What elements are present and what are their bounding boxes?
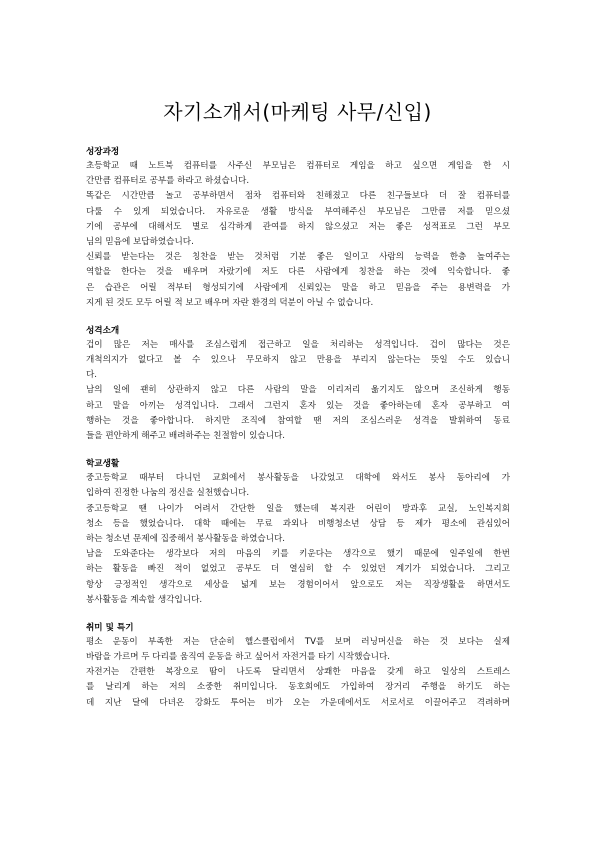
section-heading: 취미 및 특기	[86, 622, 134, 633]
paragraph-line: 데 지난 달에 다녀온 강화도 투어는 비가 오는 가운데에서도 서로서로 이끌어주고 격려하며	[86, 697, 510, 708]
section-heading: 성격소개	[86, 325, 120, 336]
paragraph-line: 항상 긍정적인 생각으로 세상을 넓게 보는 경험이어서 앞으로도 저는 직장생활을 하면서도	[86, 579, 510, 590]
paragraph-line: 간만큼 컴퓨터로 공부를 하라고 하셨습니다.	[86, 176, 250, 187]
paragraph-line: 중고등학교 땐 나이가 어려서 간단한 일을 했는데 복지관 어린이 방과후 교실, 노인복지회	[86, 503, 510, 514]
section-spacer	[86, 608, 510, 622]
paragraph-line: 님의 믿음에 보답하였습니다.	[86, 236, 194, 247]
paragraph-line: 바람을 가르며 두 다리를 움직여 운동을 하고 싶어서 자전거를 타기 시작했습니다.	[86, 652, 391, 663]
paragraph-line: 남을 도와준다는 생각보다 저의 마음의 키를 키운다는 생각으로 했기 때문에 일주일에 한번	[86, 549, 510, 560]
paragraph-line: 입하여 진정한 나눔의 정신을 실천했습니다.	[86, 488, 250, 499]
paragraph-line: 신뢰를 받는다는 것은 칭찬을 받는 것처럼 기분 좋은 일이고 사람의 능력을 한층 높여주는	[86, 252, 510, 263]
section-heading: 성장과정	[86, 147, 120, 157]
paragraph-line: 지게 된 것도 모두 어릴 적 보고 배우며 자란 환경의 덕분이 아닐 수 없습니다.	[86, 297, 374, 308]
paragraph-line: 들을 편안하게 해주고 배려하주는 친절함이 있습니다.	[86, 431, 286, 441]
paragraph-line: 행하는 것을 좋아합니다. 하지만 조직에 참여할 땐 저의 조심스러운 성격을 발휘하여 동료	[86, 415, 510, 426]
paragraph-line: 중고등학교 때부터 다니던 교회에서 봉사활동을 나갔었고 대학에 와서도 봉사 동아리에 가	[86, 473, 510, 484]
paragraph-line: 평소 운동이 부족한 저는 단순히 헬스클럽에서 TV를 보며 러닝머신을 하는 것 보다는 실제	[86, 636, 510, 647]
paragraph-line: 봉사활동을 계속할 생각입니다.	[86, 594, 203, 605]
section	[86, 146, 510, 311]
section	[86, 622, 510, 711]
section-spacer	[86, 311, 510, 325]
section-spacer	[86, 444, 510, 458]
paragraph-line: 다.	[86, 370, 98, 381]
document-body	[86, 146, 510, 711]
section	[86, 458, 510, 608]
paragraph-line: 개척의지가 없다고 볼 수 있으나 무모하지 않고 만용을 부리지 않는다는 뜻일 수도 있습니	[86, 355, 510, 366]
paragraph-line: 겁이 많은 저는 매사를 조심스럽게 접근하고 일을 처리하는 성격입니다. 겁이 많다는 것은	[86, 339, 510, 350]
paragraph-line: 은 습관은 어릴 적부터 형성되기에 사람에게 신뢰있는 말을 하고 믿음을 주는 용변력을 가	[86, 282, 510, 293]
paragraph-line: 청소 등을 했었습니다. 대학 때에는 무료 과외나 비행청소년 상담 등 제가 평소에 관심있어	[86, 518, 510, 529]
paragraph-line: 를 날리게 하는 저의 소중한 취미입니다. 동호회에도 가입하여 장거리 주행을 하기도 하는	[86, 682, 510, 693]
paragraph-line: 초등학교 때 노트북 컴퓨터를 사주신 부모님은 컴퓨터로 게임을 하고 싶으면 게임을 한 시	[86, 161, 510, 171]
paragraph-line: 역할을 한다는 것을 배우며 자랐기에 저도 다른 사람에게 칭찬을 하는 것에 익숙합니다. 좋	[86, 267, 510, 278]
paragraph-line: 자전거는 간편한 복장으로 땀이 나도록 달리면서 상쾌한 마음을 갖게 하고 일상의 스트레스	[86, 667, 510, 678]
paragraph-line: 하는 청소년 문제에 집중해서 봉사활동을 하였습니다.	[86, 533, 286, 544]
document-title: 자기소개서(마케팅 사무/신입)	[163, 100, 432, 124]
paragraph-line: 하는 활동을 빠진 적이 없었고 공부도 더 열심히 할 수 있었던 계기가 되었습니다. 그리고	[86, 564, 510, 575]
section-heading: 학교생활	[86, 459, 120, 470]
paragraph-line: 남의 일에 괜히 상관하지 않고 다른 사람의 말을 이리저리 옮기지도 않으며 조신하게 행동	[86, 385, 510, 396]
section	[86, 325, 510, 444]
paragraph-line: 똑같은 시간만큼 놀고 공부하면서 점차 컴퓨터와 친해졌고 다른 친구들보다 더 잘 컴퓨터를	[86, 191, 510, 202]
paragraph-line: 하고 말을 아끼는 성격입니다. 그래서 그런지 혼자 있는 것을 좋아하는데 혼자 공부하고 여	[86, 400, 510, 411]
paragraph-line: 기에 공부에 대해서도 별로 심각하게 관여를 하지 않으셨고 저는 좋은 성적표로 그런 부모	[86, 221, 510, 232]
paragraph-line: 다룰 수 있게 되었습니다. 자유로운 생활 방식을 부여해주신 부모님은 그만큼 저를 믿으셨	[86, 206, 510, 217]
